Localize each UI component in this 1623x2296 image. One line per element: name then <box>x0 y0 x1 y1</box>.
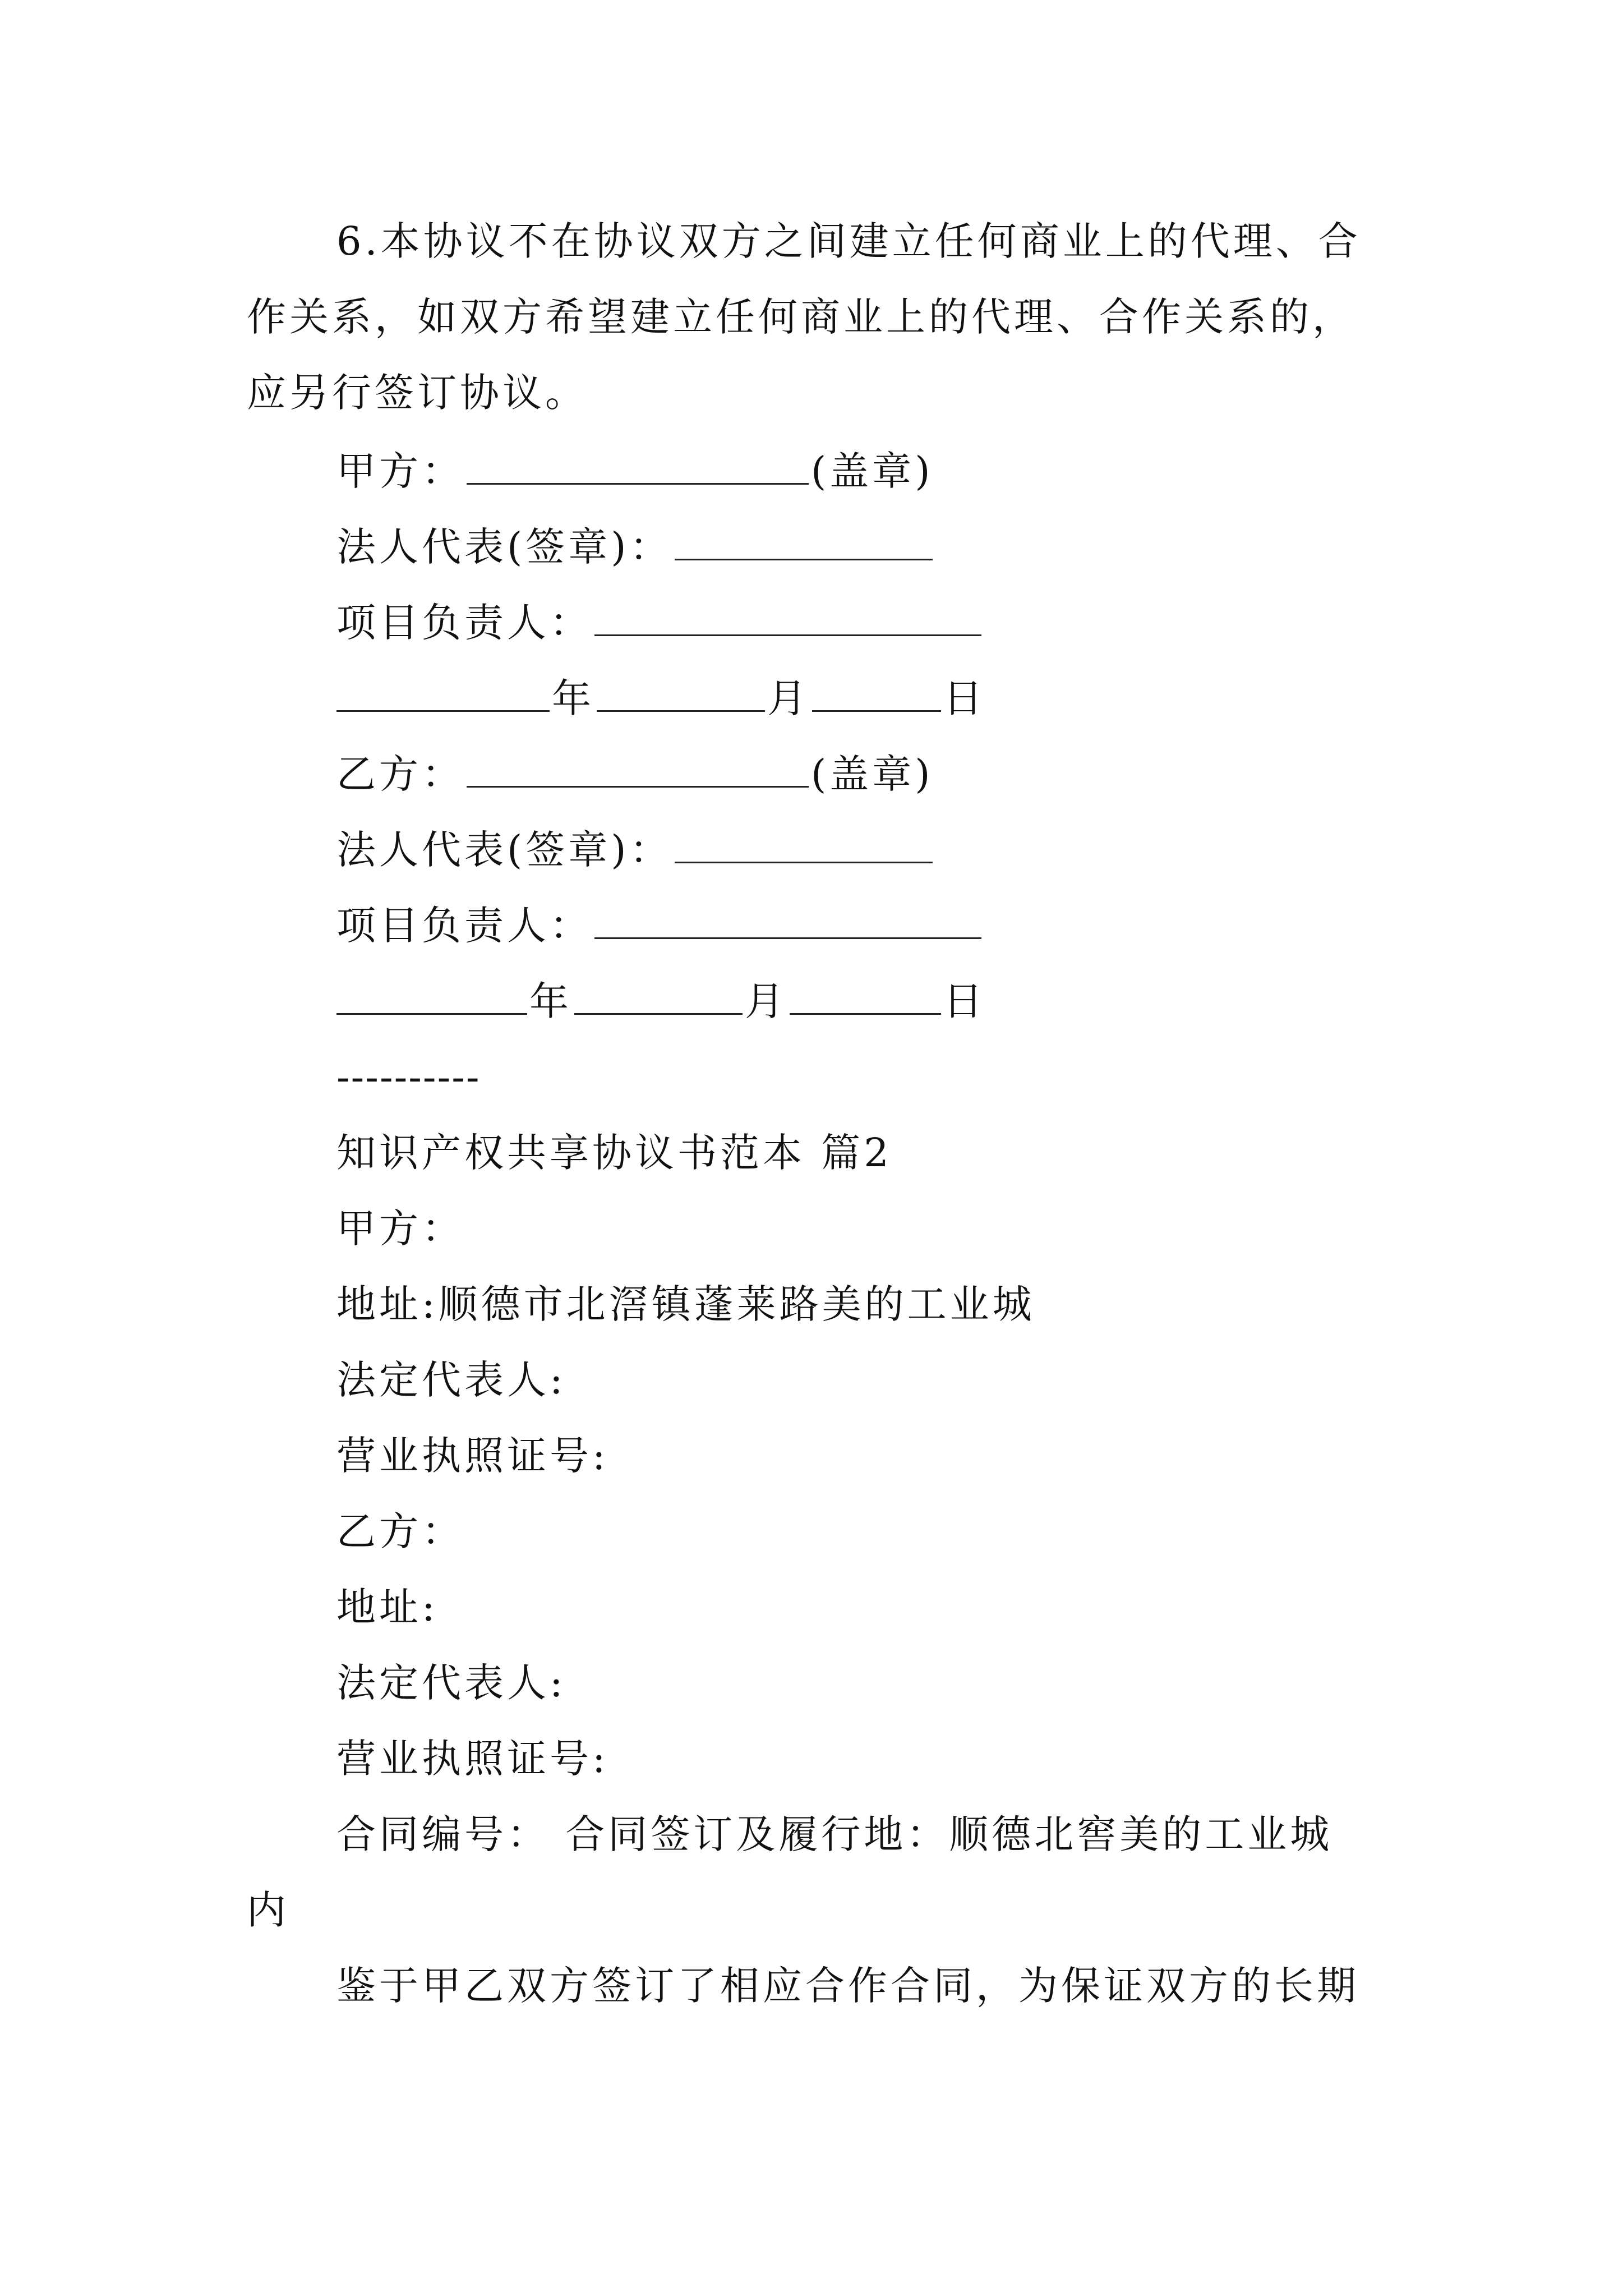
party-b-date-line <box>336 973 986 1029</box>
party-a-month-label: 月 <box>767 675 810 721</box>
party-b-seal-line <box>336 746 934 802</box>
section2-party-a-legal-rep: 法定代表人: <box>336 1357 566 1403</box>
clause6-line3: 应另行签订协议。 <box>247 370 588 416</box>
party-b-month-blank <box>574 974 743 1015</box>
party-b-rep-line <box>336 822 935 878</box>
clause6-line2: 作关系，如双方希望建立任何商业上的代理、合作关系的， <box>247 294 1355 340</box>
section2-contract-line2: 内 <box>247 1887 289 1933</box>
section2-party-a-license: 营业执照证号: <box>336 1433 609 1479</box>
party-a-year-blank <box>336 671 550 712</box>
party-a-rep-label: 法人代表(签章)： <box>336 524 672 570</box>
section2-party-a-address: 地址:顺德市北滘镇蓬莱路美的工业城 <box>336 1281 1035 1327</box>
party-b-manager-blank <box>594 898 981 939</box>
party-a-rep-blank <box>675 519 933 560</box>
party-a-rep-line <box>336 519 935 575</box>
party-a-month-blank <box>597 671 765 712</box>
party-a-seal-line <box>336 443 934 499</box>
party-a-label: 甲方： <box>336 448 464 494</box>
party-a-day-blank <box>812 671 941 712</box>
party-a-manager-line <box>336 595 984 651</box>
section2-party-b-label: 乙方： <box>336 1508 464 1554</box>
party-b-label: 乙方： <box>336 751 464 797</box>
party-b-rep-label: 法人代表(签章)： <box>336 827 672 873</box>
party-a-seal-label: (盖章) <box>811 448 934 494</box>
section2-party-b-address: 地址: <box>336 1584 439 1630</box>
party-a-manager-blank <box>594 595 981 636</box>
section2-party-b-license: 营业执照证号: <box>336 1736 609 1782</box>
party-b-year-blank <box>336 974 527 1015</box>
section-divider: ---------- <box>336 1054 481 1100</box>
party-a-day-label: 日 <box>943 675 986 721</box>
party-b-day-blank <box>790 974 941 1015</box>
section2-party-b-legal-rep: 法定代表人: <box>336 1660 566 1706</box>
party-b-manager-line <box>336 898 984 954</box>
party-b-year-label: 年 <box>529 978 572 1024</box>
party-a-year-label: 年 <box>552 675 594 721</box>
clause6-line1: 6.本协议不在协议双方之间建立任何商业上的代理、合 <box>336 218 1361 264</box>
party-b-month-label: 月 <box>745 978 787 1024</box>
party-b-seal-label: (盖章) <box>811 751 934 797</box>
party-a-manager-label: 项目负责人： <box>336 600 592 646</box>
party-b-rep-blank <box>675 822 933 863</box>
section2-recital-start: 鉴于甲乙双方签订了相应合作合同，为保证双方的长期 <box>336 1963 1359 2009</box>
party-b-blank <box>467 747 809 788</box>
section2-contract-line1: 合同编号： 合同签订及履行地：顺德北窖美的工业城 <box>336 1811 1333 1857</box>
party-b-day-label: 日 <box>943 978 986 1024</box>
party-b-manager-label: 项目负责人： <box>336 903 592 949</box>
section2-party-a-label: 甲方： <box>336 1205 464 1251</box>
section2-title: 知识产权共享协议书范本 篇2 <box>336 1130 892 1176</box>
party-a-date-line <box>336 670 986 726</box>
party-a-blank <box>467 444 809 485</box>
